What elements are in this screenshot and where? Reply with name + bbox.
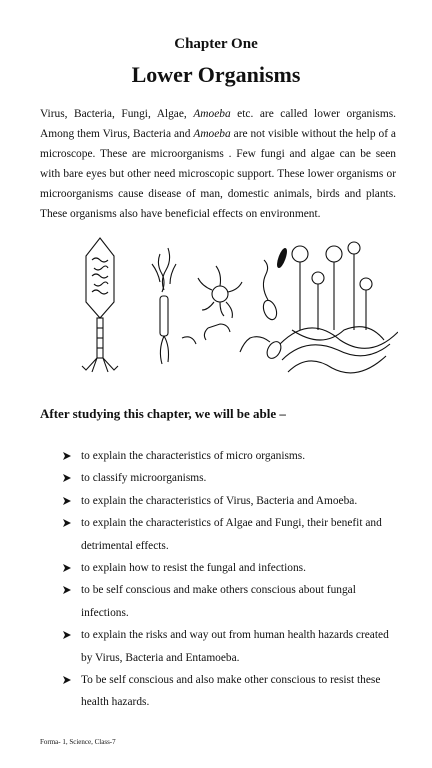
page-footer: Forma- 1, Science, Class-7 bbox=[40, 738, 116, 746]
arrow-bullet-icon bbox=[62, 675, 72, 685]
arrow-bullet-icon bbox=[62, 473, 72, 483]
intro-italic-amoeba-1: Amoeba bbox=[193, 108, 231, 120]
amoeba-cell-illustration bbox=[198, 266, 242, 340]
goal-item-text: to explain how to resist the fungal and infections. bbox=[81, 562, 306, 575]
intro-italic-amoeba-2: Amoeba bbox=[193, 128, 231, 140]
goal-item bbox=[62, 445, 398, 467]
intro-text-1: Virus, Bacteria, Fungi, Algae, bbox=[40, 108, 194, 120]
goal-item-text: to explain the risks and way out from human health hazards created by Virus, Bacteria and Entamoeba. bbox=[81, 629, 389, 664]
arrow-bullet-icon bbox=[62, 630, 72, 640]
intro-text-2: etc. are called lower organisms. Among them Virus, Bacteria and bbox=[40, 108, 396, 140]
intro-text-3: are not visible without the help of a microscope. These are microorganisms . Few fungi and algae can be seen with bare eyes but other need microscopic support. These lower organisms or microorganisms cause disease of man, domestic animals, birds and plants. These organisms also have beneficial effects on environment. bbox=[40, 128, 396, 220]
goal-item-text: to be self conscious and make others conscious about fungal infections. bbox=[81, 584, 356, 619]
arrow-bullet-icon bbox=[62, 585, 72, 595]
intro-paragraph bbox=[40, 104, 396, 224]
goal-item-text: to explain the characteristics of micro organisms. bbox=[81, 450, 306, 462]
arrow-bullet-icon bbox=[62, 563, 72, 573]
goal-item bbox=[62, 579, 398, 624]
goal-item-text: to explain the characteristics of Algae and Fungi, their benefit and detrimental effects. bbox=[81, 517, 382, 552]
chapter-title: Lower Organisms bbox=[131, 62, 301, 87]
goal-item-text: to explain the characteristics of Virus, Bacteria and Amoeba. bbox=[81, 494, 358, 507]
goal-item bbox=[62, 512, 398, 557]
goal-item bbox=[62, 669, 398, 714]
goal-item-text: to classify microorganisms. bbox=[81, 472, 207, 485]
goal-item bbox=[62, 624, 398, 669]
microorganisms-illustration bbox=[42, 234, 398, 374]
fungi-mold-illustration bbox=[280, 242, 398, 373]
arrow-bullet-icon bbox=[62, 451, 72, 461]
goal-item-text: To be self conscious and also make other conscious to resist these health hazards. bbox=[81, 674, 381, 709]
arrow-bullet-icon bbox=[62, 518, 72, 528]
goal-item bbox=[62, 557, 398, 579]
goal-item bbox=[62, 467, 398, 489]
goals-list bbox=[62, 445, 398, 714]
goals-heading: After studying this chapter, we will be able – bbox=[40, 406, 286, 421]
protozoa-illustration bbox=[240, 248, 288, 361]
bacteria-illustration bbox=[152, 248, 196, 364]
goal-item bbox=[62, 490, 398, 512]
arrow-bullet-icon bbox=[62, 496, 72, 506]
chapter-label: Chapter One bbox=[174, 36, 258, 52]
bacteriophage-virus-illustration bbox=[82, 238, 118, 372]
